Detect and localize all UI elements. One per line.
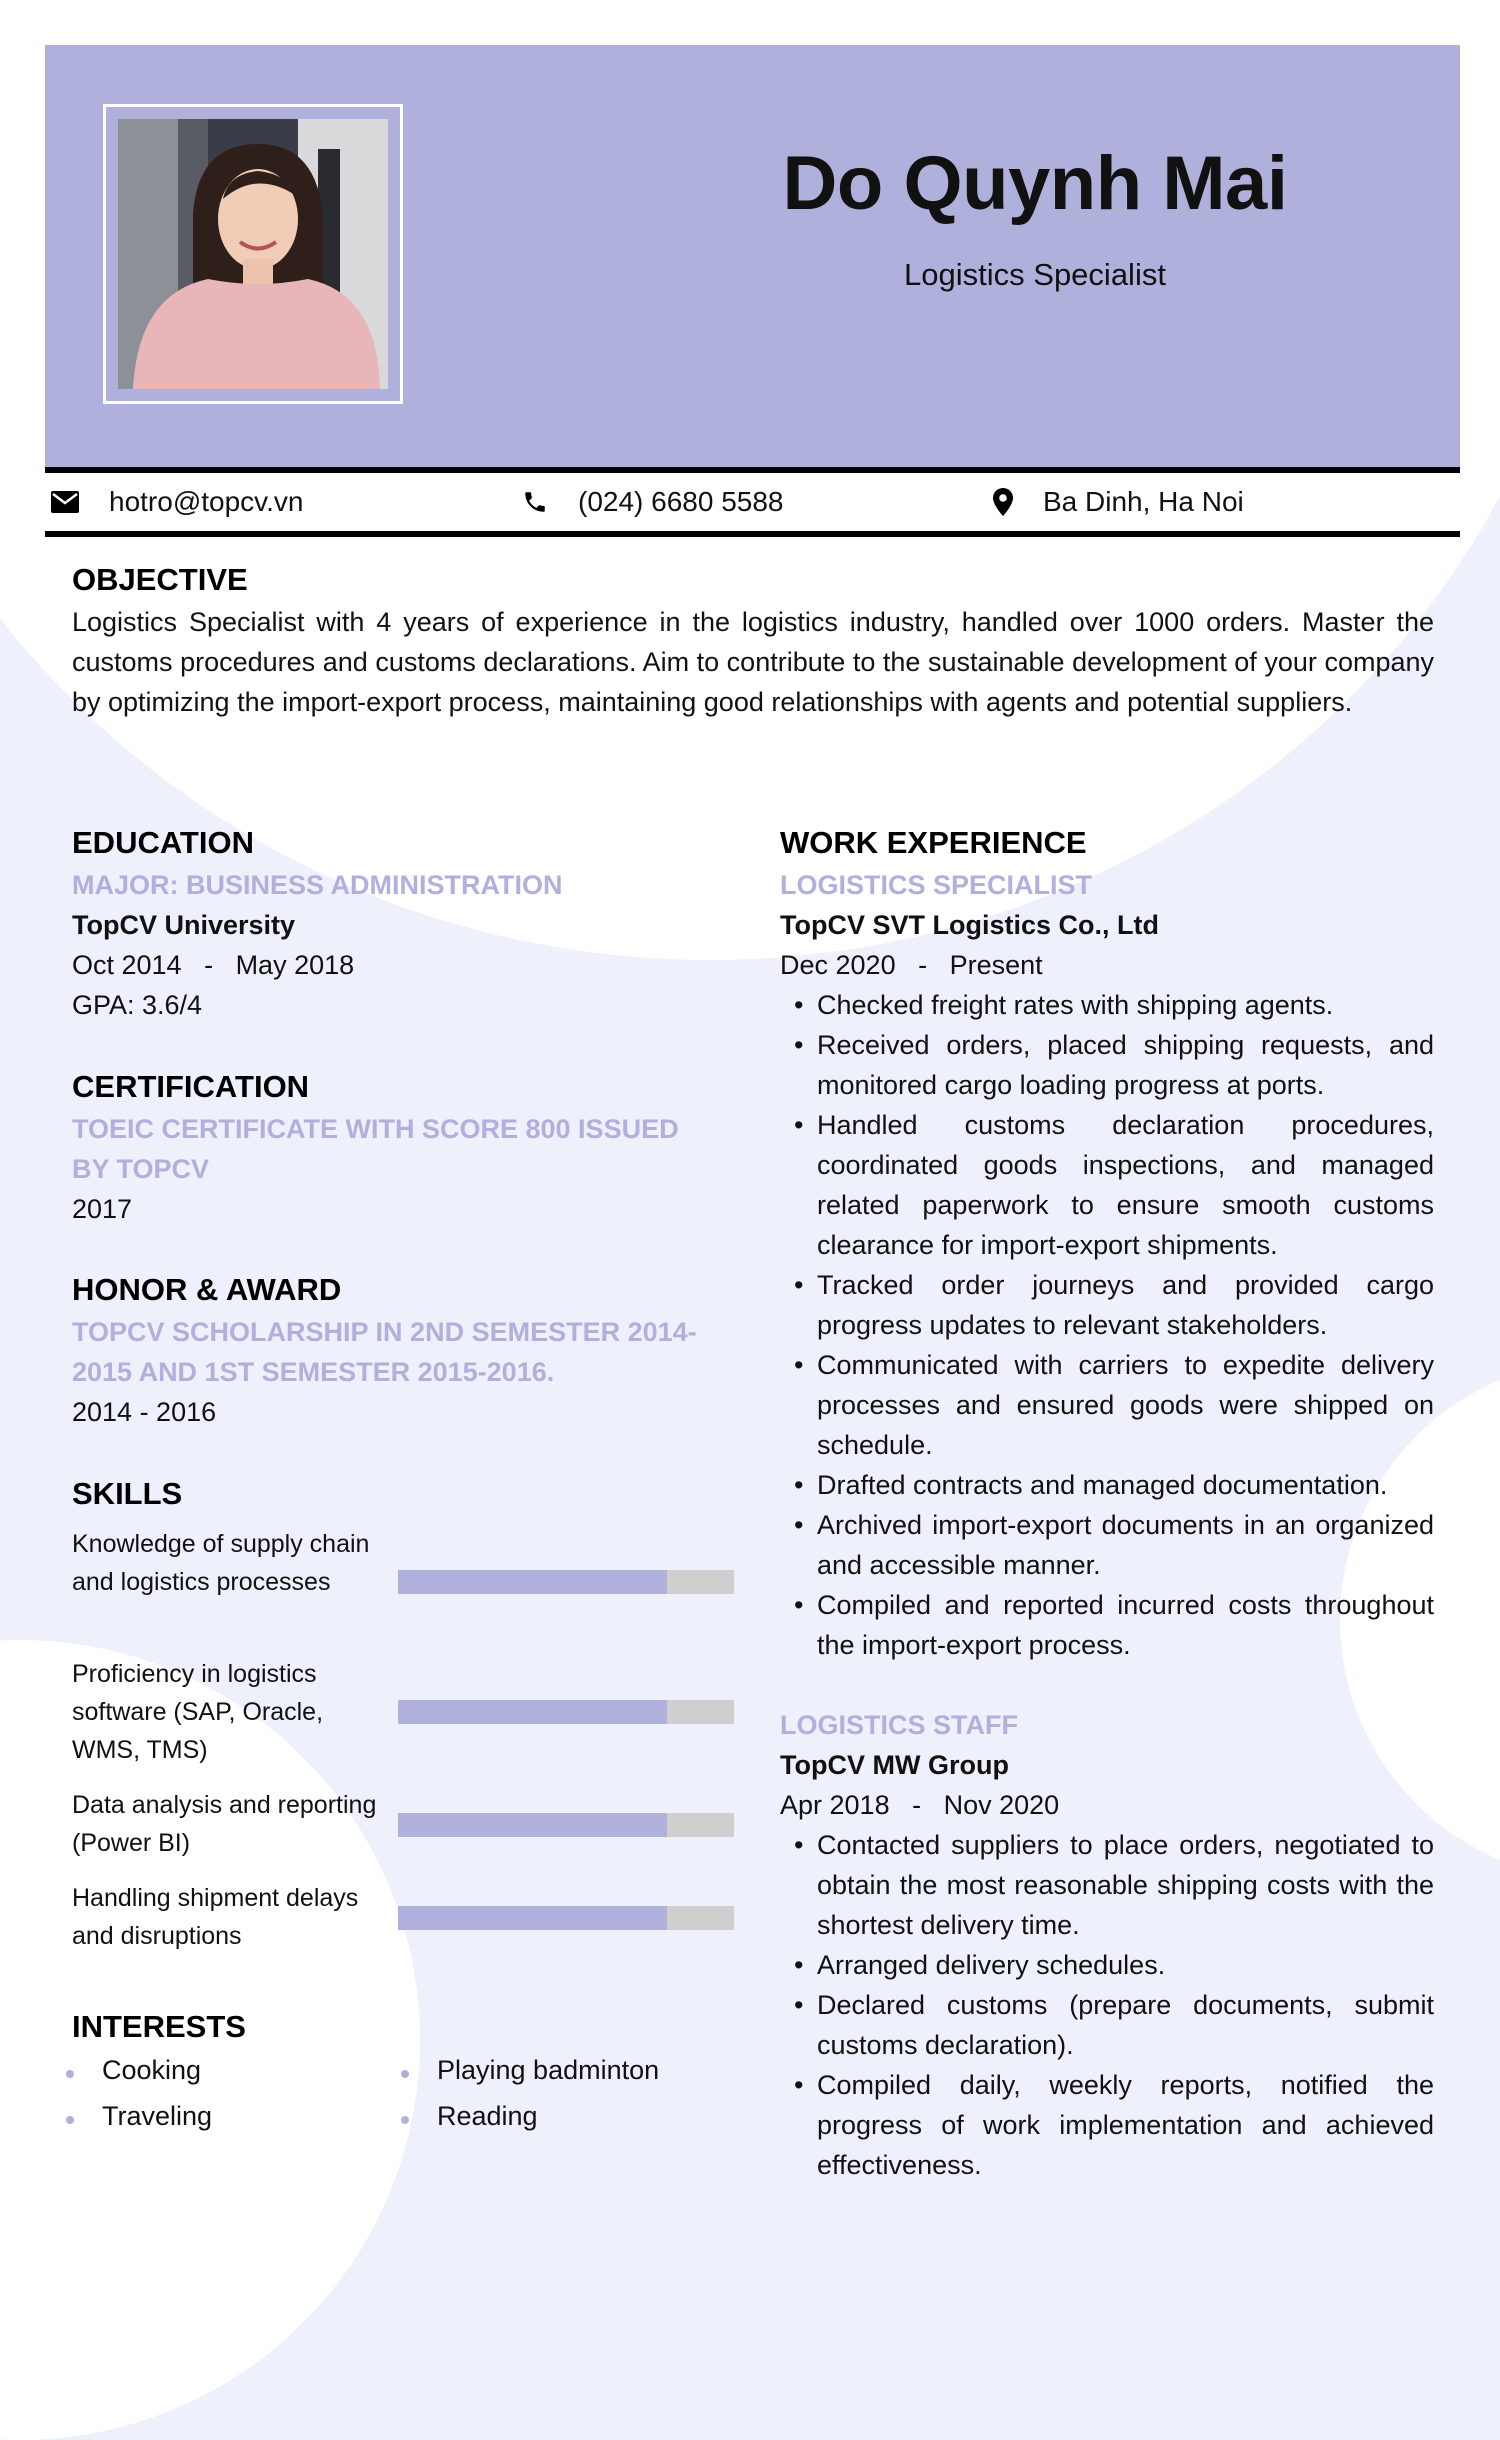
profile-photo bbox=[118, 119, 388, 389]
award-heading: HONOR & AWARD bbox=[72, 1272, 342, 1307]
profile-photo-frame bbox=[103, 104, 403, 404]
job-company: TopCV SVT Logistics Co., Ltd bbox=[780, 910, 1159, 940]
job-task: • Declared customs (prepare documents, submit customs declaration). bbox=[780, 1985, 1434, 2065]
interest-item bbox=[437, 2050, 659, 2090]
skill-bar-fill bbox=[398, 1906, 667, 1930]
education-school: TopCV University bbox=[72, 910, 296, 940]
job-task-list bbox=[780, 985, 1434, 1665]
job-period: Dec 2020 - Present bbox=[780, 950, 1043, 980]
job-position: LOGISTICS STAFF bbox=[780, 1710, 1018, 1740]
skill-bar bbox=[398, 1813, 734, 1837]
candidate-name: Do Quynh Mai bbox=[782, 141, 1288, 226]
bullet-dot bbox=[66, 2116, 74, 2124]
certification-name: TOEIC CERTIFICATE WITH SCORE 800 ISSUED BY TOPCV bbox=[72, 1114, 679, 1184]
education-period: Oct 2014 - May 2018 bbox=[72, 950, 355, 980]
skills-heading: SKILLS bbox=[72, 1476, 183, 1511]
address-text: Ba Dinh, Ha Noi bbox=[1043, 486, 1244, 517]
skill-label: Data analysis and reporting (Power BI) bbox=[72, 1791, 377, 1857]
job-task: • Compiled daily, weekly reports, notified the progress of work implementation and achieved effectiveness. bbox=[780, 2065, 1434, 2185]
job-task: • Communicated with carriers to expedite delivery processes and ensured goods were shipped on schedule. bbox=[780, 1345, 1434, 1465]
job-position: LOGISTICS SPECIALIST bbox=[780, 870, 1093, 900]
skill-bar bbox=[398, 1906, 734, 1930]
job-task: • Compiled and reported incurred costs throughout the import-export process. bbox=[780, 1585, 1434, 1665]
bullet-dot bbox=[66, 2070, 74, 2078]
job-task: • Received orders, placed shipping requests, and monitored cargo loading progress at ports. bbox=[780, 1025, 1434, 1105]
interests-heading: INTERESTS bbox=[72, 2009, 246, 2044]
header-banner bbox=[45, 45, 1460, 467]
award-period: 2014 - 2016 bbox=[72, 1397, 217, 1427]
contact-address bbox=[993, 473, 1244, 531]
contact-phone[interactable] bbox=[522, 473, 784, 531]
portrait-illustration bbox=[118, 119, 388, 389]
job-period: Apr 2018 - Nov 2020 bbox=[780, 1790, 1060, 1820]
bullet-dot bbox=[401, 2116, 409, 2124]
job-task: • Archived import-export documents in an organized and accessible manner. bbox=[780, 1505, 1434, 1585]
interest-label: Traveling bbox=[102, 2101, 213, 2131]
job-task: • Contacted suppliers to place orders, negotiated to obtain the most reasonable shipping costs with the shortest delivery time. bbox=[780, 1825, 1434, 1945]
skill-bar-fill bbox=[398, 1813, 667, 1837]
contact-bar bbox=[45, 467, 1460, 537]
experience-heading: WORK EXPERIENCE bbox=[780, 825, 1087, 860]
contact-email[interactable] bbox=[51, 473, 303, 531]
education-major: MAJOR: BUSINESS ADMINISTRATION bbox=[72, 870, 563, 900]
objective-heading: OBJECTIVE bbox=[72, 562, 248, 597]
phone-icon bbox=[522, 489, 548, 515]
job-task: • Arranged delivery schedules. bbox=[780, 1945, 1434, 1985]
envelope-icon bbox=[51, 491, 79, 513]
interest-item bbox=[437, 2096, 538, 2136]
job-task: • Drafted contracts and managed documentation. bbox=[780, 1465, 1434, 1505]
skill-bar-fill bbox=[398, 1570, 667, 1594]
interest-item bbox=[102, 2096, 212, 2136]
job-title: Logistics Specialist bbox=[904, 257, 1166, 292]
education-heading: EDUCATION bbox=[72, 825, 254, 860]
objective-text: Logistics Specialist with 4 years of experience in the logistics industry, handled over 1000 orders. Master the customs procedures and customs declarations. Aim to contribute to the sustainable development of your company by optimizing the import-export process, maintaining good relationships with agents and potential suppliers. bbox=[72, 607, 1434, 717]
interest-label: Reading bbox=[437, 2101, 538, 2131]
skill-label: Handling shipment delays and disruptions bbox=[72, 1884, 359, 1950]
interest-label: Cooking bbox=[102, 2055, 202, 2085]
interest-label: Playing badminton bbox=[437, 2055, 660, 2085]
job-task: • Handled customs declaration procedures, coordinated goods inspections, and managed related paperwork to ensure smooth customs clearance for import-export shipments. bbox=[780, 1105, 1434, 1265]
award-name: TOPCV SCHOLARSHIP IN 2ND SEMESTER 2014-2015 AND 1ST SEMESTER 2015-2016. bbox=[72, 1317, 697, 1387]
certification-year: 2017 bbox=[72, 1194, 133, 1224]
bullet-dot bbox=[401, 2070, 409, 2078]
skill-bar-fill bbox=[398, 1700, 667, 1724]
phone-text: (024) 6680 5588 bbox=[578, 486, 784, 517]
skill-bar bbox=[398, 1700, 734, 1724]
map-pin-icon bbox=[993, 488, 1013, 516]
interest-item bbox=[102, 2050, 201, 2090]
skill-label: Knowledge of supply chain and logistics processes bbox=[72, 1530, 370, 1596]
skill-label: Proficiency in logistics software (SAP, Oracle, WMS, TMS) bbox=[72, 1660, 324, 1764]
skill-bar bbox=[398, 1570, 734, 1594]
education-gpa: GPA: 3.6/4 bbox=[72, 990, 203, 1020]
email-text: hotro@topcv.vn bbox=[109, 486, 304, 517]
job-task: • Checked freight rates with shipping agents. bbox=[780, 985, 1434, 1025]
job-task: • Tracked order journeys and provided cargo progress updates to relevant stakeholders. bbox=[780, 1265, 1434, 1345]
certification-heading: CERTIFICATION bbox=[72, 1069, 310, 1104]
job-task-list bbox=[780, 1825, 1434, 2185]
job-company: TopCV MW Group bbox=[780, 1750, 1009, 1780]
